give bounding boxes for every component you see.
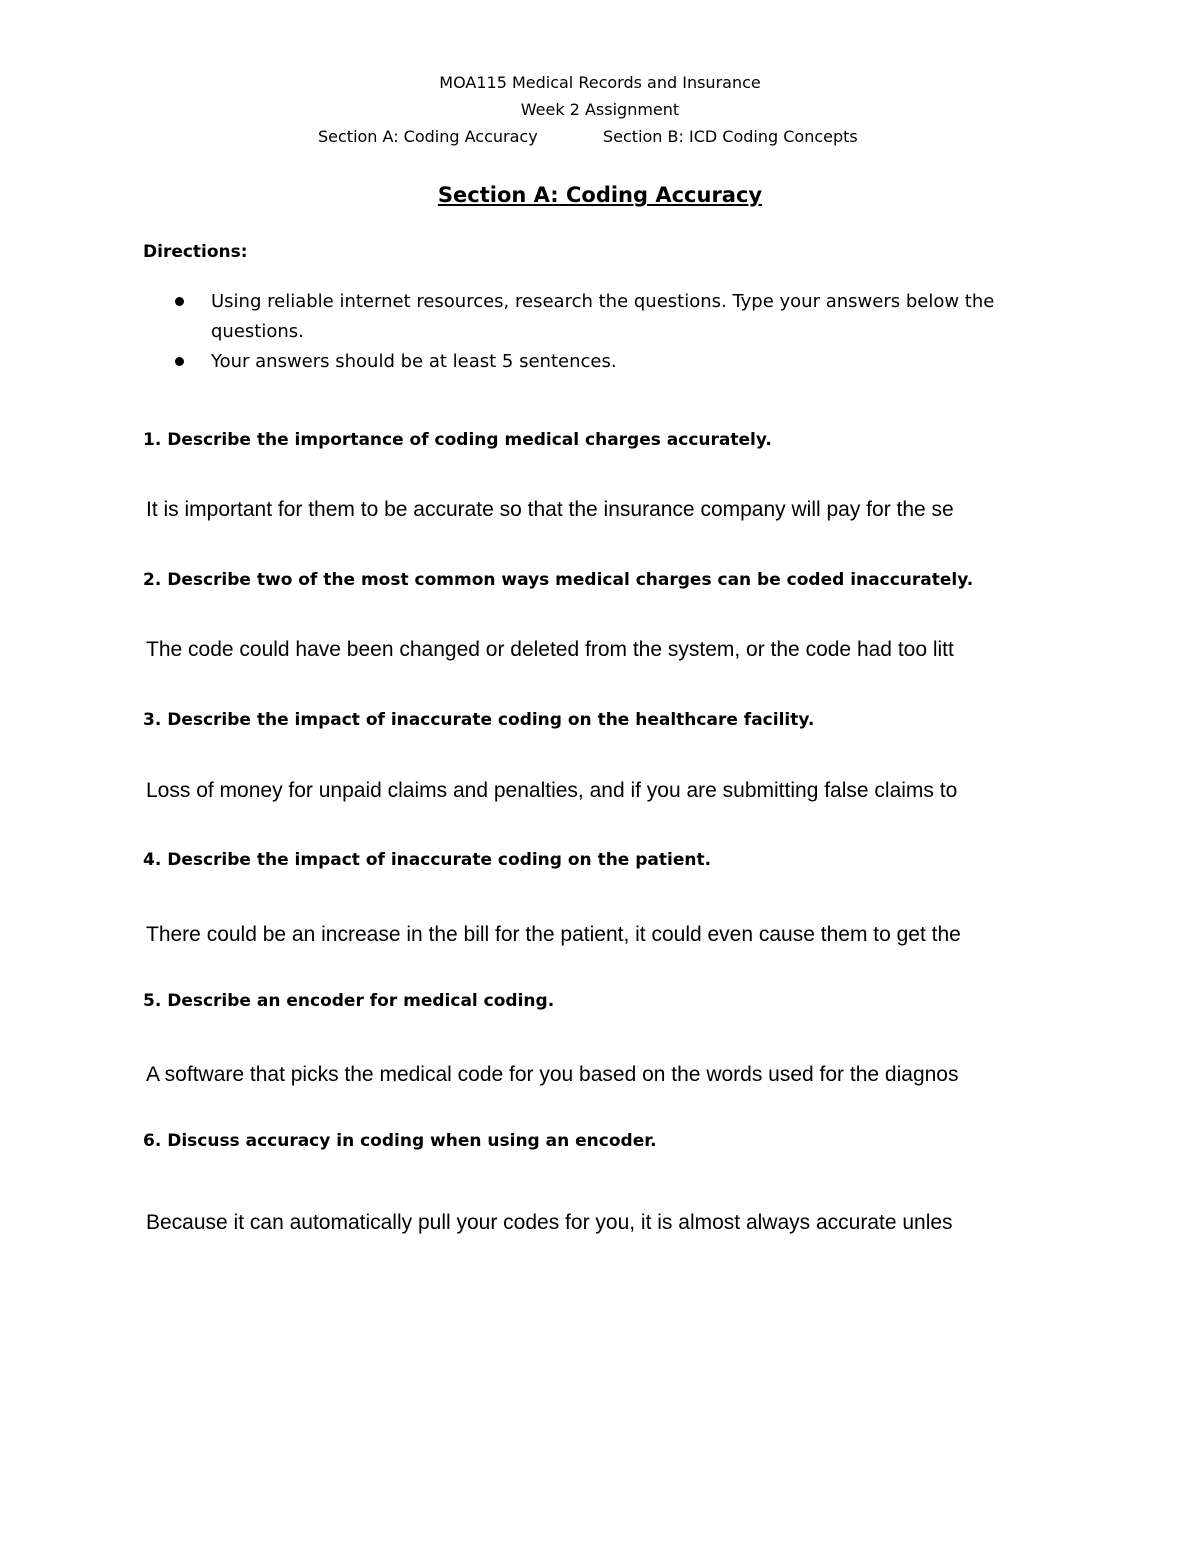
question-1: 1. Describe the importance of coding medical charges accurately. <box>143 430 772 450</box>
answer-6: Because it can automatically pull your codes for you, it is almost always accurate unles <box>146 1211 953 1234</box>
list-item <box>170 347 1070 377</box>
question-4: 4. Describe the impact of inaccurate coding on the patient. <box>143 850 712 870</box>
section-b-label: Section B: ICD Coding Concepts <box>603 127 858 146</box>
answer-4: There could be an increase in the bill for the patient, it could even cause them to get the <box>146 923 961 946</box>
direction-text: Your answers should be at least 5 sentences. <box>211 351 617 372</box>
question-2: 2. Describe two of the most common ways medical charges can be coded inaccurately. <box>143 570 974 590</box>
bullet-icon <box>175 357 184 366</box>
question-3: 3. Describe the impact of inaccurate coding on the healthcare facility. <box>143 710 815 730</box>
question-5: 5. Describe an encoder for medical coding. <box>143 991 555 1011</box>
question-6: 6. Discuss accuracy in coding when using an encoder. <box>143 1131 657 1151</box>
direction-text: Using reliable internet resources, research the questions. Type your answers below the questions. <box>211 291 995 342</box>
section-a-label: Section A: Coding Accuracy <box>318 127 538 146</box>
list-item <box>170 287 1070 347</box>
answer-1: It is important for them to be accurate so that the insurance company will pay for the se <box>146 498 954 521</box>
answer-2: The code could have been changed or deleted from the system, or the code had too litt <box>146 638 954 661</box>
assignment-title: Week 2 Assignment <box>520 100 680 119</box>
answer-3: Loss of money for unpaid claims and penalties, and if you are submitting false claims to <box>146 779 958 802</box>
directions-label: Directions: <box>143 242 248 262</box>
section-title: Section A: Coding Accuracy <box>437 183 763 207</box>
course-title: MOA115 Medical Records and Insurance <box>439 73 761 92</box>
directions-list <box>170 287 1070 377</box>
bullet-icon <box>175 297 184 306</box>
answer-5: A software that picks the medical code for you based on the words used for the diagnos <box>146 1063 959 1086</box>
